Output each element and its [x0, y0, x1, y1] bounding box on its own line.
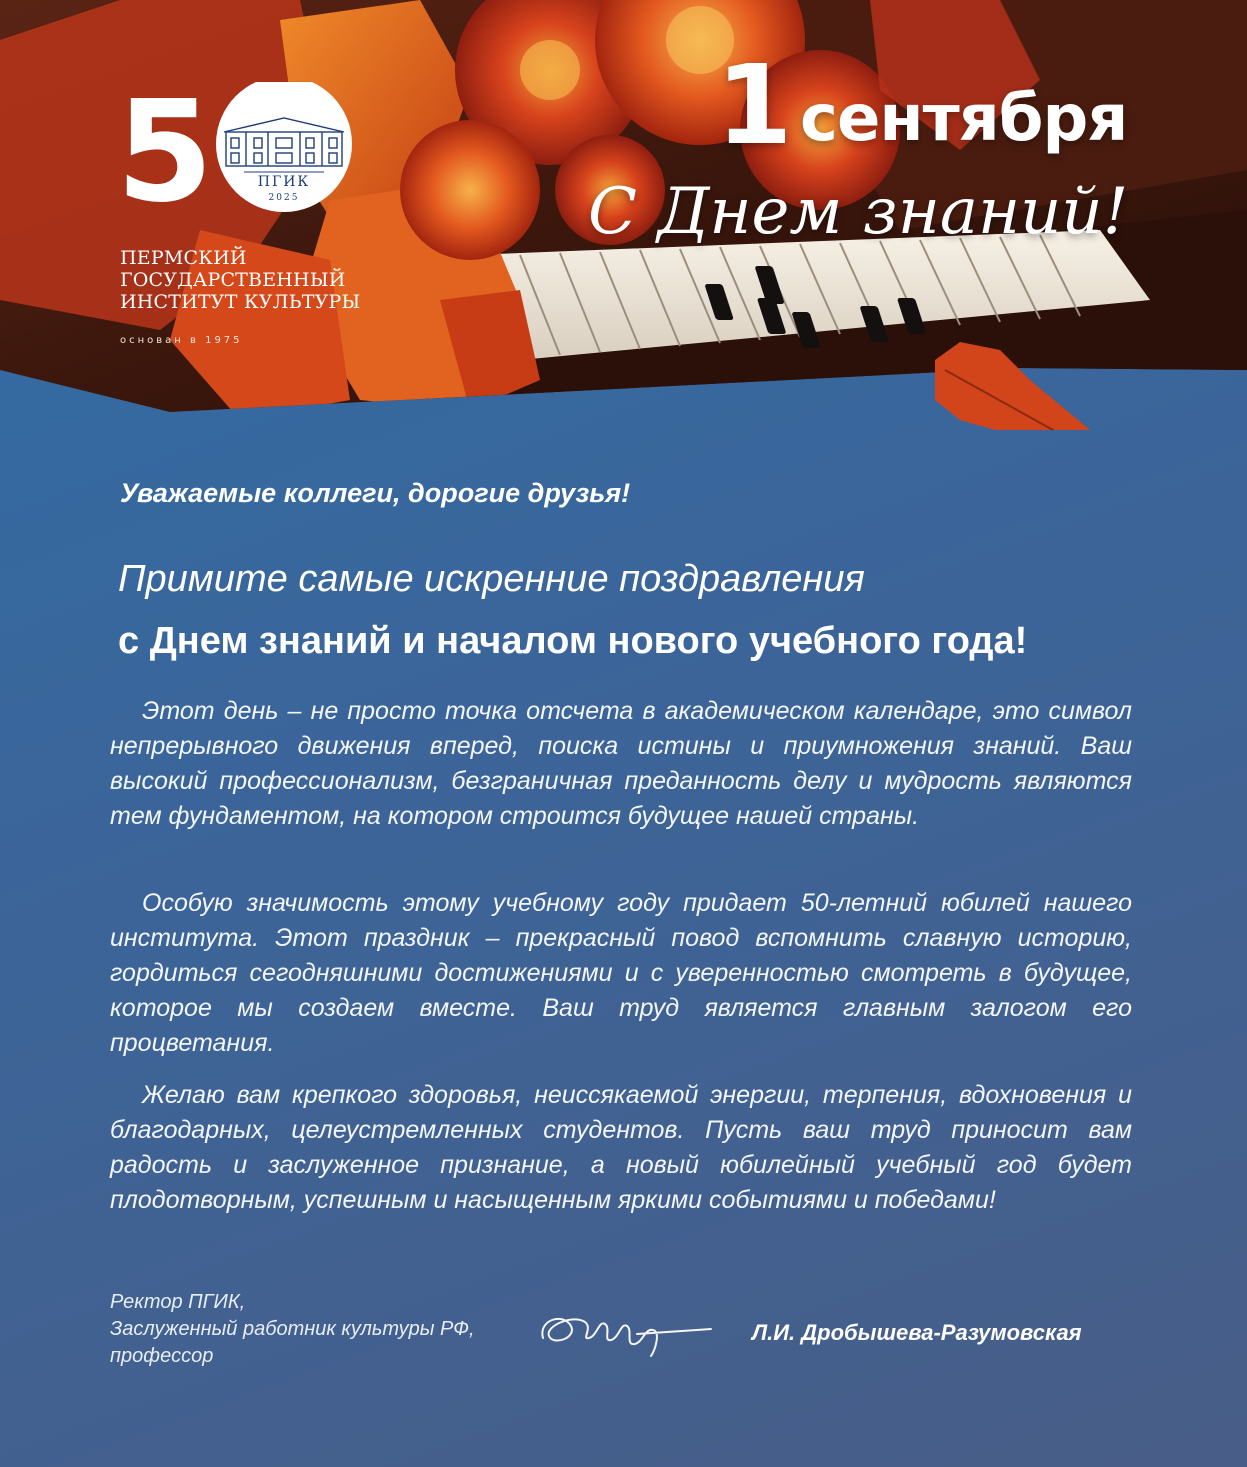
signatory-name: Л.И. Дробышева-Разумовская: [752, 1320, 1082, 1345]
title-script: С Днем знаний!: [588, 175, 1129, 249]
logo-number: 5: [116, 82, 208, 232]
paragraph-2: Особую значимость этому учебному году придает 50-летний юбилей нашего института. Этот праздник – прекрасный повод вспомнить славную историю, гордиться сегодняшними достижениями и с уверенностью смотреть в будущее, которое мы создаем вместе. Ваш труд является главным залогом его процветания.: [110, 889, 1132, 1057]
institute-name-line: ИНСТИТУТ КУЛЬТУРЫ: [120, 291, 361, 313]
handwritten-signature: [533, 1300, 718, 1360]
logo-badge-abbr: ПГИК: [257, 174, 311, 190]
paragraph-1: Этот день – не просто точка отсчета в академическом календаре, это символ непрерывного движения вперед, поиска истины и приумножения знаний. Ваш высокий профессионализм, безграничная преданность делу и мудрость являются тем фундаментом, на котором строится будущее нашей страны.: [110, 697, 1132, 830]
institute-name-line: ГОСУДАРСТВЕННЫЙ: [120, 269, 346, 291]
signatory-title-line: Заслуженный работник культуры РФ,: [110, 1318, 475, 1340]
title-day: 1: [716, 41, 787, 169]
greeting: Уважаемые коллеги, дорогие друзья!: [120, 478, 631, 508]
anniversary-logo: [116, 82, 356, 232]
signatory-title-line: профессор: [110, 1345, 214, 1367]
headline-line-2: с Днем знаний и началом нового учебного года!: [118, 620, 1028, 662]
signatory-title: [110, 1289, 475, 1370]
founded-year: основан в 1975: [120, 335, 243, 346]
title-month: сентября: [800, 82, 1128, 156]
institute-name: [120, 247, 360, 313]
headline-line-1: Примите самые искренние поздравления: [118, 558, 865, 600]
logo-badge-year: 2025: [268, 193, 300, 203]
institute-name-line: ПЕРМСКИЙ: [120, 247, 247, 269]
paragraph-3: Желаю вам крепкого здоровья, неиссякаемой энергии, терпения, вдохновения и благодарных, целеустремленных студентов. Пусть ваш труд приносит вам радость и заслуженное признание, а новый юбилейный учебный год будет плодотворным, успешным и насыщенным яркими событиями и победами!: [110, 1081, 1132, 1214]
signatory-title-line: Ректор ПГИК,: [110, 1291, 246, 1313]
